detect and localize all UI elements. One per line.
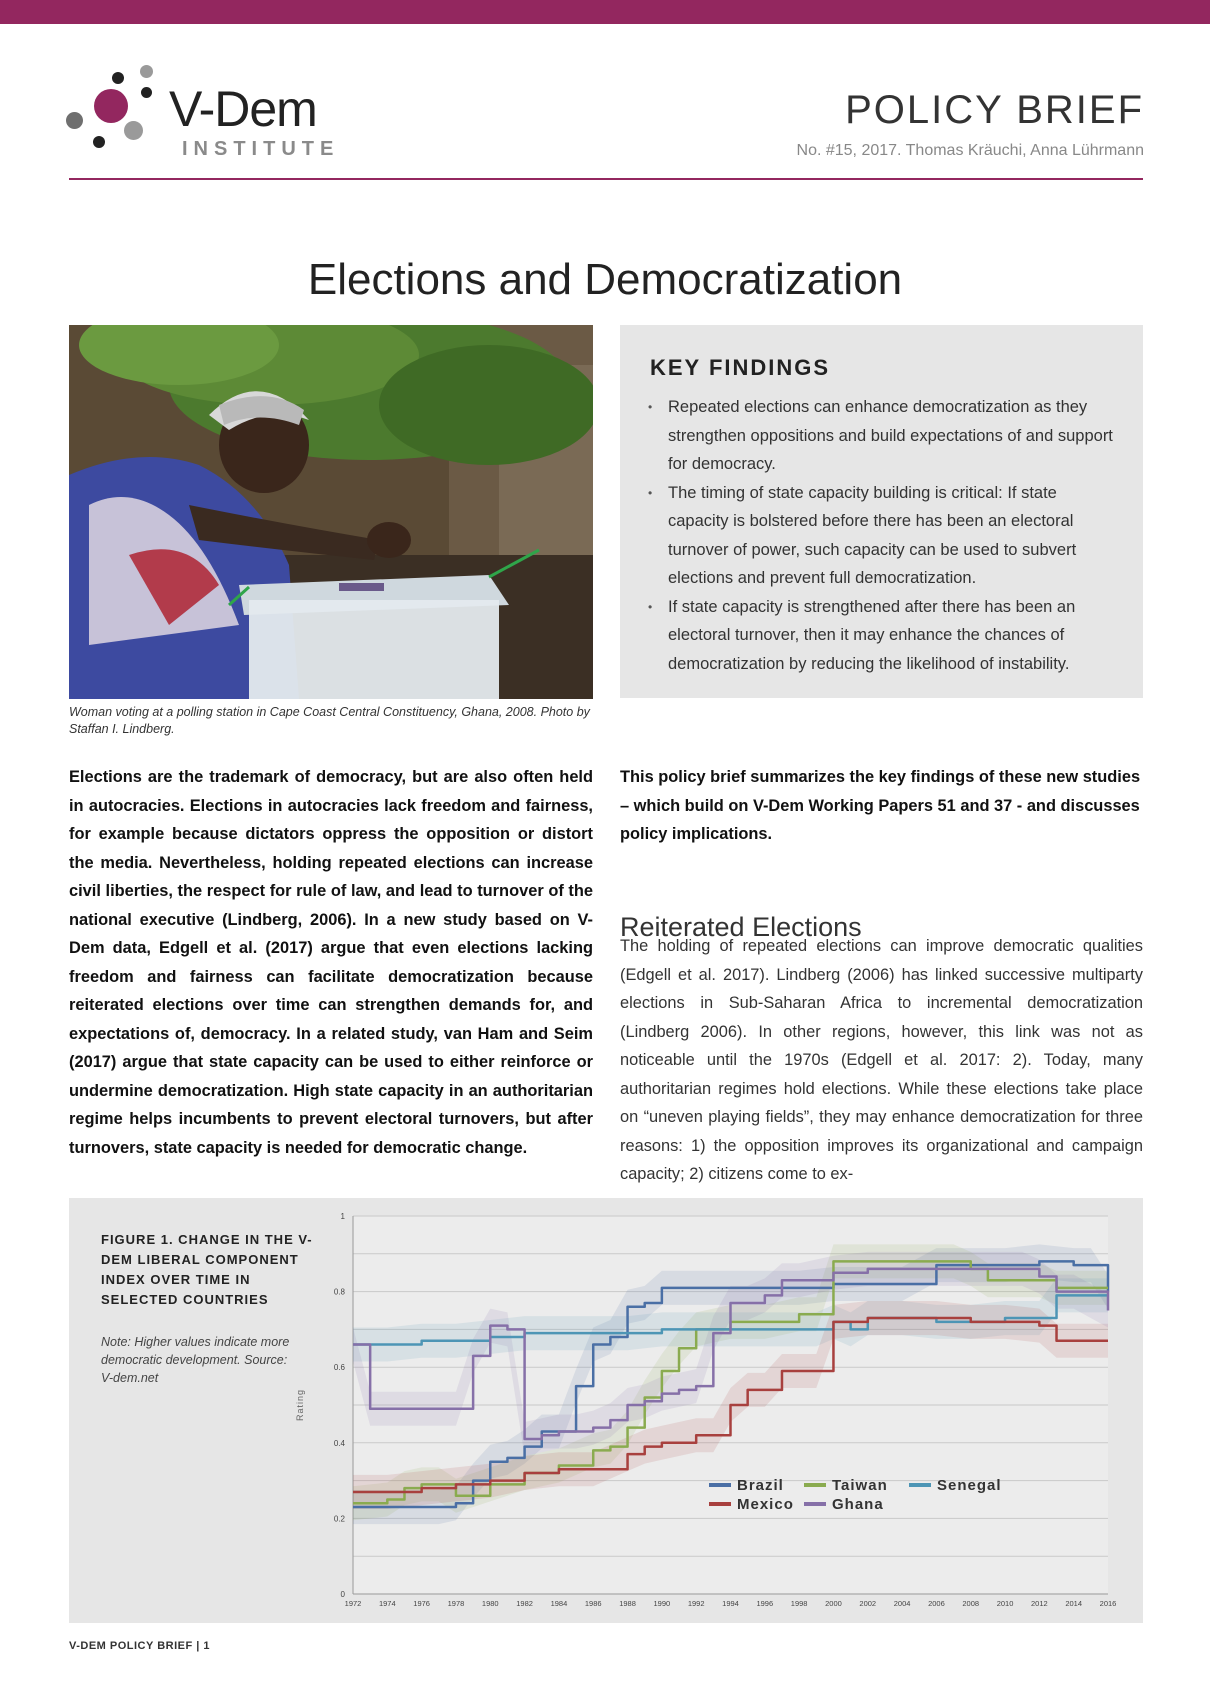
figure-title: FIGURE 1. CHANGE IN THE V-DEM LIBERAL COMPONENT INDEX OVER TIME IN SELECTED COUNTRIES [101, 1232, 313, 1307]
x-tick-label: 1988 [619, 1599, 636, 1608]
key-findings-box [620, 325, 1143, 698]
page-title: Elections and Democratization [307, 255, 903, 305]
key-finding-item: • If state capacity is strengthened after there has been an electoral turnover, then it may enhance the chances of democratization by reducing the likelihood of instability. [648, 593, 1118, 679]
vdem-logo [66, 62, 386, 172]
header-divider [69, 178, 1143, 180]
x-tick-label: 1994 [722, 1599, 739, 1608]
top-accent-bar [0, 0, 1210, 24]
legend-label-ghana: Ghana [832, 1496, 884, 1513]
section-paragraph: The holding of repeated elections can improve democratic qualities (Edgell et al. 2017). Lindberg (2006) has linked successive multiparty elections in Sub-Saharan Africa to incremental democratization (Lindberg 2006). In other regions, however, this link was not as noticeable until the 1970s (Edgell et al. 2017: 2). Today, many authoritarian regimes hold elections. While these elections take place on “uneven playing fields”, they may enhance democratization for three reasons: 1) the opposition improves its organizational and campaign capacity; 2) citizens come to ex- [620, 937, 1143, 1183]
y-tick-label: 0.4 [333, 1438, 345, 1448]
figure-note: Note: Higher values indicate more democratic development. Source: V-dem.net [101, 1335, 290, 1385]
legend-label-senegal: Senegal [937, 1477, 1002, 1494]
x-tick-label: 2002 [859, 1599, 877, 1608]
x-tick-label: 2006 [928, 1599, 945, 1608]
y-tick-label: 0.8 [333, 1287, 345, 1297]
x-tick-label: 1978 [447, 1599, 465, 1608]
x-tick-label: 2004 [893, 1599, 911, 1608]
x-tick-label: 2010 [996, 1599, 1014, 1608]
line-chart [69, 1198, 1143, 1623]
x-tick-label: 2000 [825, 1599, 842, 1608]
section-heading: Reiterated Elections [620, 912, 862, 943]
x-tick-label: 1992 [687, 1599, 705, 1608]
photo-caption: Woman voting at a polling station in Cape Coast Central Constituency, Ghana, 2008. Photo by Staffan I. Lindberg. [69, 705, 590, 736]
x-tick-label: 1974 [378, 1599, 396, 1608]
brief-meta: No. #15, 2017. Thomas Kräuchi, Anna Lührmann [796, 142, 1144, 159]
page-footer: V-DEM POLICY BRIEF | 1 [69, 1640, 211, 1652]
x-tick-label: 1986 [584, 1599, 602, 1608]
intro-paragraph: Elections are the trademark of democracy, but are also often held in autocracies. Elections in autocracies lack freedom and fairness, for example because dictators oppress the opposition or distort the media. Nevertheless, holding repeated elections can increase civil liberties, the respect for rule of law, and lead to turnover of the national executive (Lindberg, 2006). In a new study based on V-Dem data, Edgell et al. (2017) argue that even elections lacking freedom and fairness can facilitate democratization because reiterated elections over time can strengthen demands for, and expectations of, democracy. In a related study, van Ham and Seim (2017) argue that state capacity can be used to either reinforce or undermine democratization. High state capacity in an authoritarian regime helps incumbents to prevent electoral turnovers, but after turnovers, state capacity is needed for democratic change. [69, 768, 593, 1157]
voting-photo [69, 325, 593, 699]
x-tick-label: 2012 [1031, 1599, 1048, 1608]
y-tick-label: 0 [340, 1590, 345, 1599]
logo-wordmark: V-Dem [169, 81, 317, 137]
x-tick-label: 2008 [962, 1599, 980, 1608]
x-tick-label: 2014 [1065, 1599, 1083, 1608]
x-tick-label: 1980 [481, 1599, 499, 1608]
figure-box [69, 1198, 1143, 1623]
x-tick-label: 1972 [344, 1599, 362, 1608]
legend-label-mexico: Mexico [737, 1496, 794, 1513]
y-axis-label: Rating [295, 1388, 305, 1422]
y-tick-label: 1 [340, 1212, 345, 1221]
key-findings-list [648, 393, 1118, 678]
policy-brief-label: POLICY BRIEF [845, 88, 1144, 132]
x-tick-label: 1990 [653, 1599, 671, 1608]
legend-label-taiwan: Taiwan [832, 1477, 888, 1494]
key-finding-item: • Repeated elections can enhance democratization as they strengthen oppositions and build expectations of and support for democracy. [648, 393, 1118, 479]
y-tick-label: 0.6 [333, 1363, 345, 1373]
key-findings-title: KEY FINDINGS [650, 355, 831, 380]
y-tick-label: 0.2 [333, 1514, 345, 1524]
x-tick-label: 1998 [790, 1599, 808, 1608]
summary-paragraph: This policy brief summarizes the key findings of these new studies – which build on V-Dem Working Papers 51 and 37 - and discusses policy implications. [620, 768, 1141, 843]
x-tick-label: 1982 [516, 1599, 533, 1608]
x-tick-label: 2016 [1099, 1599, 1117, 1608]
logo-subtitle: INSTITUTE [182, 138, 340, 160]
key-finding-item: • The timing of state capacity building is critical: If state capacity is bolstered before there has been an electoral turnover of power, such capacity can be used to subvert elections and prevent full democratization. [648, 479, 1118, 593]
legend-label-brazil: Brazil [737, 1477, 784, 1494]
x-tick-label: 1996 [756, 1599, 774, 1608]
x-tick-label: 1976 [413, 1599, 430, 1608]
x-tick-label: 1984 [550, 1599, 568, 1608]
